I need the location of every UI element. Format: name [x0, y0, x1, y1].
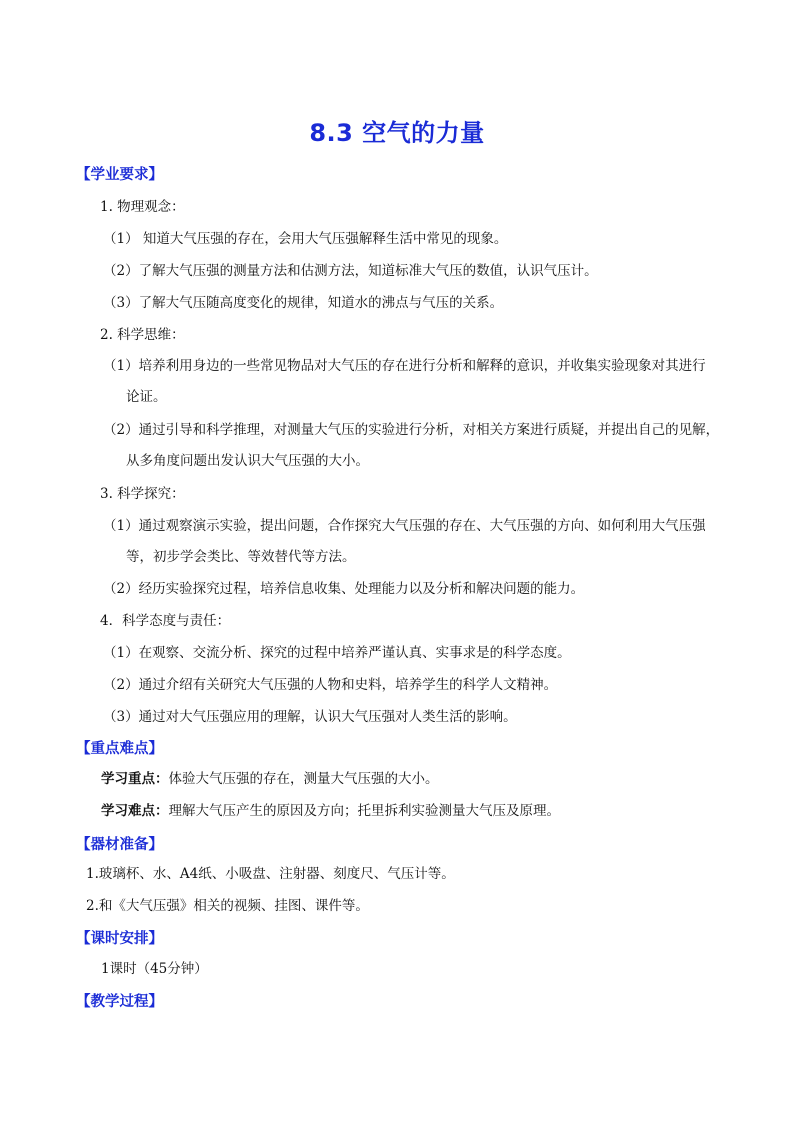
focus-text: 体验大气压强的存在，测量大气压强的大小。: [168, 771, 439, 787]
requirement-item-continued: 等，初步学会类比、等效替代等方法。: [126, 549, 356, 565]
requirement-item: （2）了解大气压强的测量方法和估测方法，知道标准大气压的数值，认识气压计。: [103, 263, 598, 279]
section-heading-requirements: 【学业要求】: [76, 167, 163, 183]
requirement-heading-2: 2. 科学思维：: [100, 327, 185, 343]
difficulty-label: 学习难点：: [101, 803, 169, 819]
material-item: 2.和《大气压强》相关的视频、挂图、课件等。: [86, 898, 369, 914]
difficulty-text: 理解大气压产生的原因及方向；托里拆利实验测量大气压及原理。: [168, 803, 560, 819]
requirement-item-continued: 从多角度问题出发认识大气压强的大小。: [126, 453, 369, 469]
requirement-heading-4: 4．科学态度与责任：: [100, 613, 231, 629]
requirement-item: （3）了解大气压随高度变化的规律，知道水的沸点与气压的关系。: [103, 295, 504, 311]
requirement-item: （1）通过观察演示实验，提出问题，合作探究大气压强的存在、大气压强的方向、如何利用大气压强: [103, 518, 706, 534]
requirement-item: （1） 知道大气压强的存在，会用大气压强解释生活中常见的现象。: [103, 231, 508, 247]
section-heading-schedule: 【课时安排】: [76, 931, 163, 947]
section-heading-key-points: 【重点难点】: [76, 741, 163, 757]
requirement-item-continued: 论证。: [126, 389, 167, 405]
requirement-heading-1: 1. 物理观念：: [100, 199, 185, 215]
section-heading-materials: 【器材准备】: [76, 837, 163, 853]
schedule-item: 1课时（45分钟）: [101, 961, 208, 977]
requirement-heading-3: 3. 科学探究：: [100, 486, 185, 502]
requirement-item: （1）培养利用身边的一些常见物品对大气压的存在进行分析和解释的意识，并收集实验现象对其进行: [103, 358, 706, 374]
requirement-item: （2）通过介绍有关研究大气压强的人物和史料，培养学生的科学人文精神。: [103, 677, 558, 693]
requirement-item: （1）在观察、交流分析、探究的过程中培养严谨认真、实事求是的科学态度。: [103, 645, 571, 661]
requirement-item: （2）通过引导和科学推理，对测量大气压的实验进行分析，对相关方案进行质疑，并提出自己的见解，: [103, 422, 720, 438]
page-title: 8.3 空气的力量: [309, 119, 485, 147]
key-point-focus: [101, 769, 439, 789]
requirement-item: （3）通过对大气压强应用的理解，认识大气压强对人类生活的影响。: [103, 709, 517, 725]
material-item: 1.玻璃杯、水、A4纸、小吸盘、注射器、刻度尺、气压计等。: [86, 866, 455, 882]
requirement-item: （2）经历实验探究过程，培养信息收集、处理能力以及分析和解决问题的能力。: [103, 581, 585, 597]
section-heading-teaching-process: 【教学过程】: [76, 994, 163, 1010]
focus-label: 学习重点：: [101, 771, 169, 787]
key-point-difficulty: [101, 801, 560, 821]
